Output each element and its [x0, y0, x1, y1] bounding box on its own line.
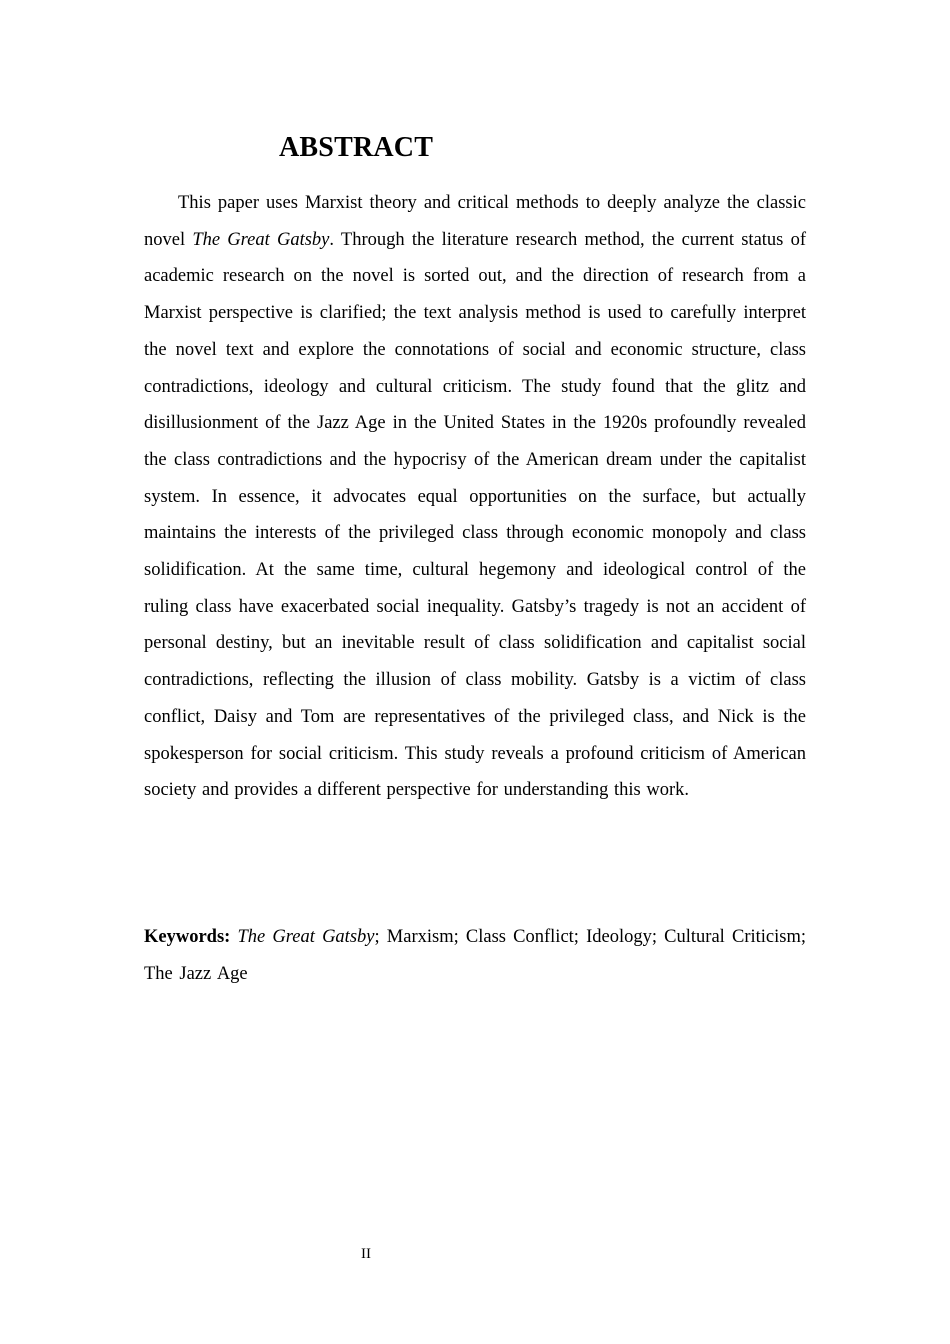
page-number: II — [361, 1246, 371, 1262]
novel-title: The Great Gatsby — [192, 229, 330, 250]
keyword-novel-title: The Great Gatsby — [237, 927, 375, 947]
abstract-text-start: This paper uses Marxist theory and critical methods to deeply analyze the classic novel — [144, 193, 806, 250]
abstract-paragraph — [144, 185, 806, 809]
keywords-label: Keywords: — [144, 927, 231, 947]
abstract-text-rest: . Through the literature research method, the current status of academic research on the novel is sorted out, and the direction of research from a Marxist perspective is clarified; the text analysis method is used to carefully interpret the novel text and explore the connotations of social and economic structure, class contradictions, ideology and cultural criticism. The study found that the glitz and disillusionment of the Jazz Age in the United States in the 1920s profoundly revealed the class contradictions and the hypocrisy of the American dream under the capitalist system. In essence, it advocates equal opportunities on the surface, but actually maintains the interests of the privileged class through economic monopoly and class solidification. At the same time, cultural hegemony and ideological control of the ruling class have exacerbated social inequality. Gatsby’s tragedy is not an accident of personal destiny, but an inevitable result of class solidification and capitalist social contradictions, reflecting the illusion of class mobility. Gatsby is a victim of class conflict, Daisy and Tom are representatives of the privileged class, and Nick is the spokesperson for social criticism. This study reveals a profound criticism of American society and provides a different perspective for understanding this work. — [144, 229, 806, 801]
abstract-heading: ABSTRACT — [279, 132, 434, 163]
keywords-list: ; Marxism; Class Conflict; Ideology; Cultural Criticism; The Jazz Age — [144, 927, 806, 984]
keywords-paragraph — [144, 919, 806, 992]
